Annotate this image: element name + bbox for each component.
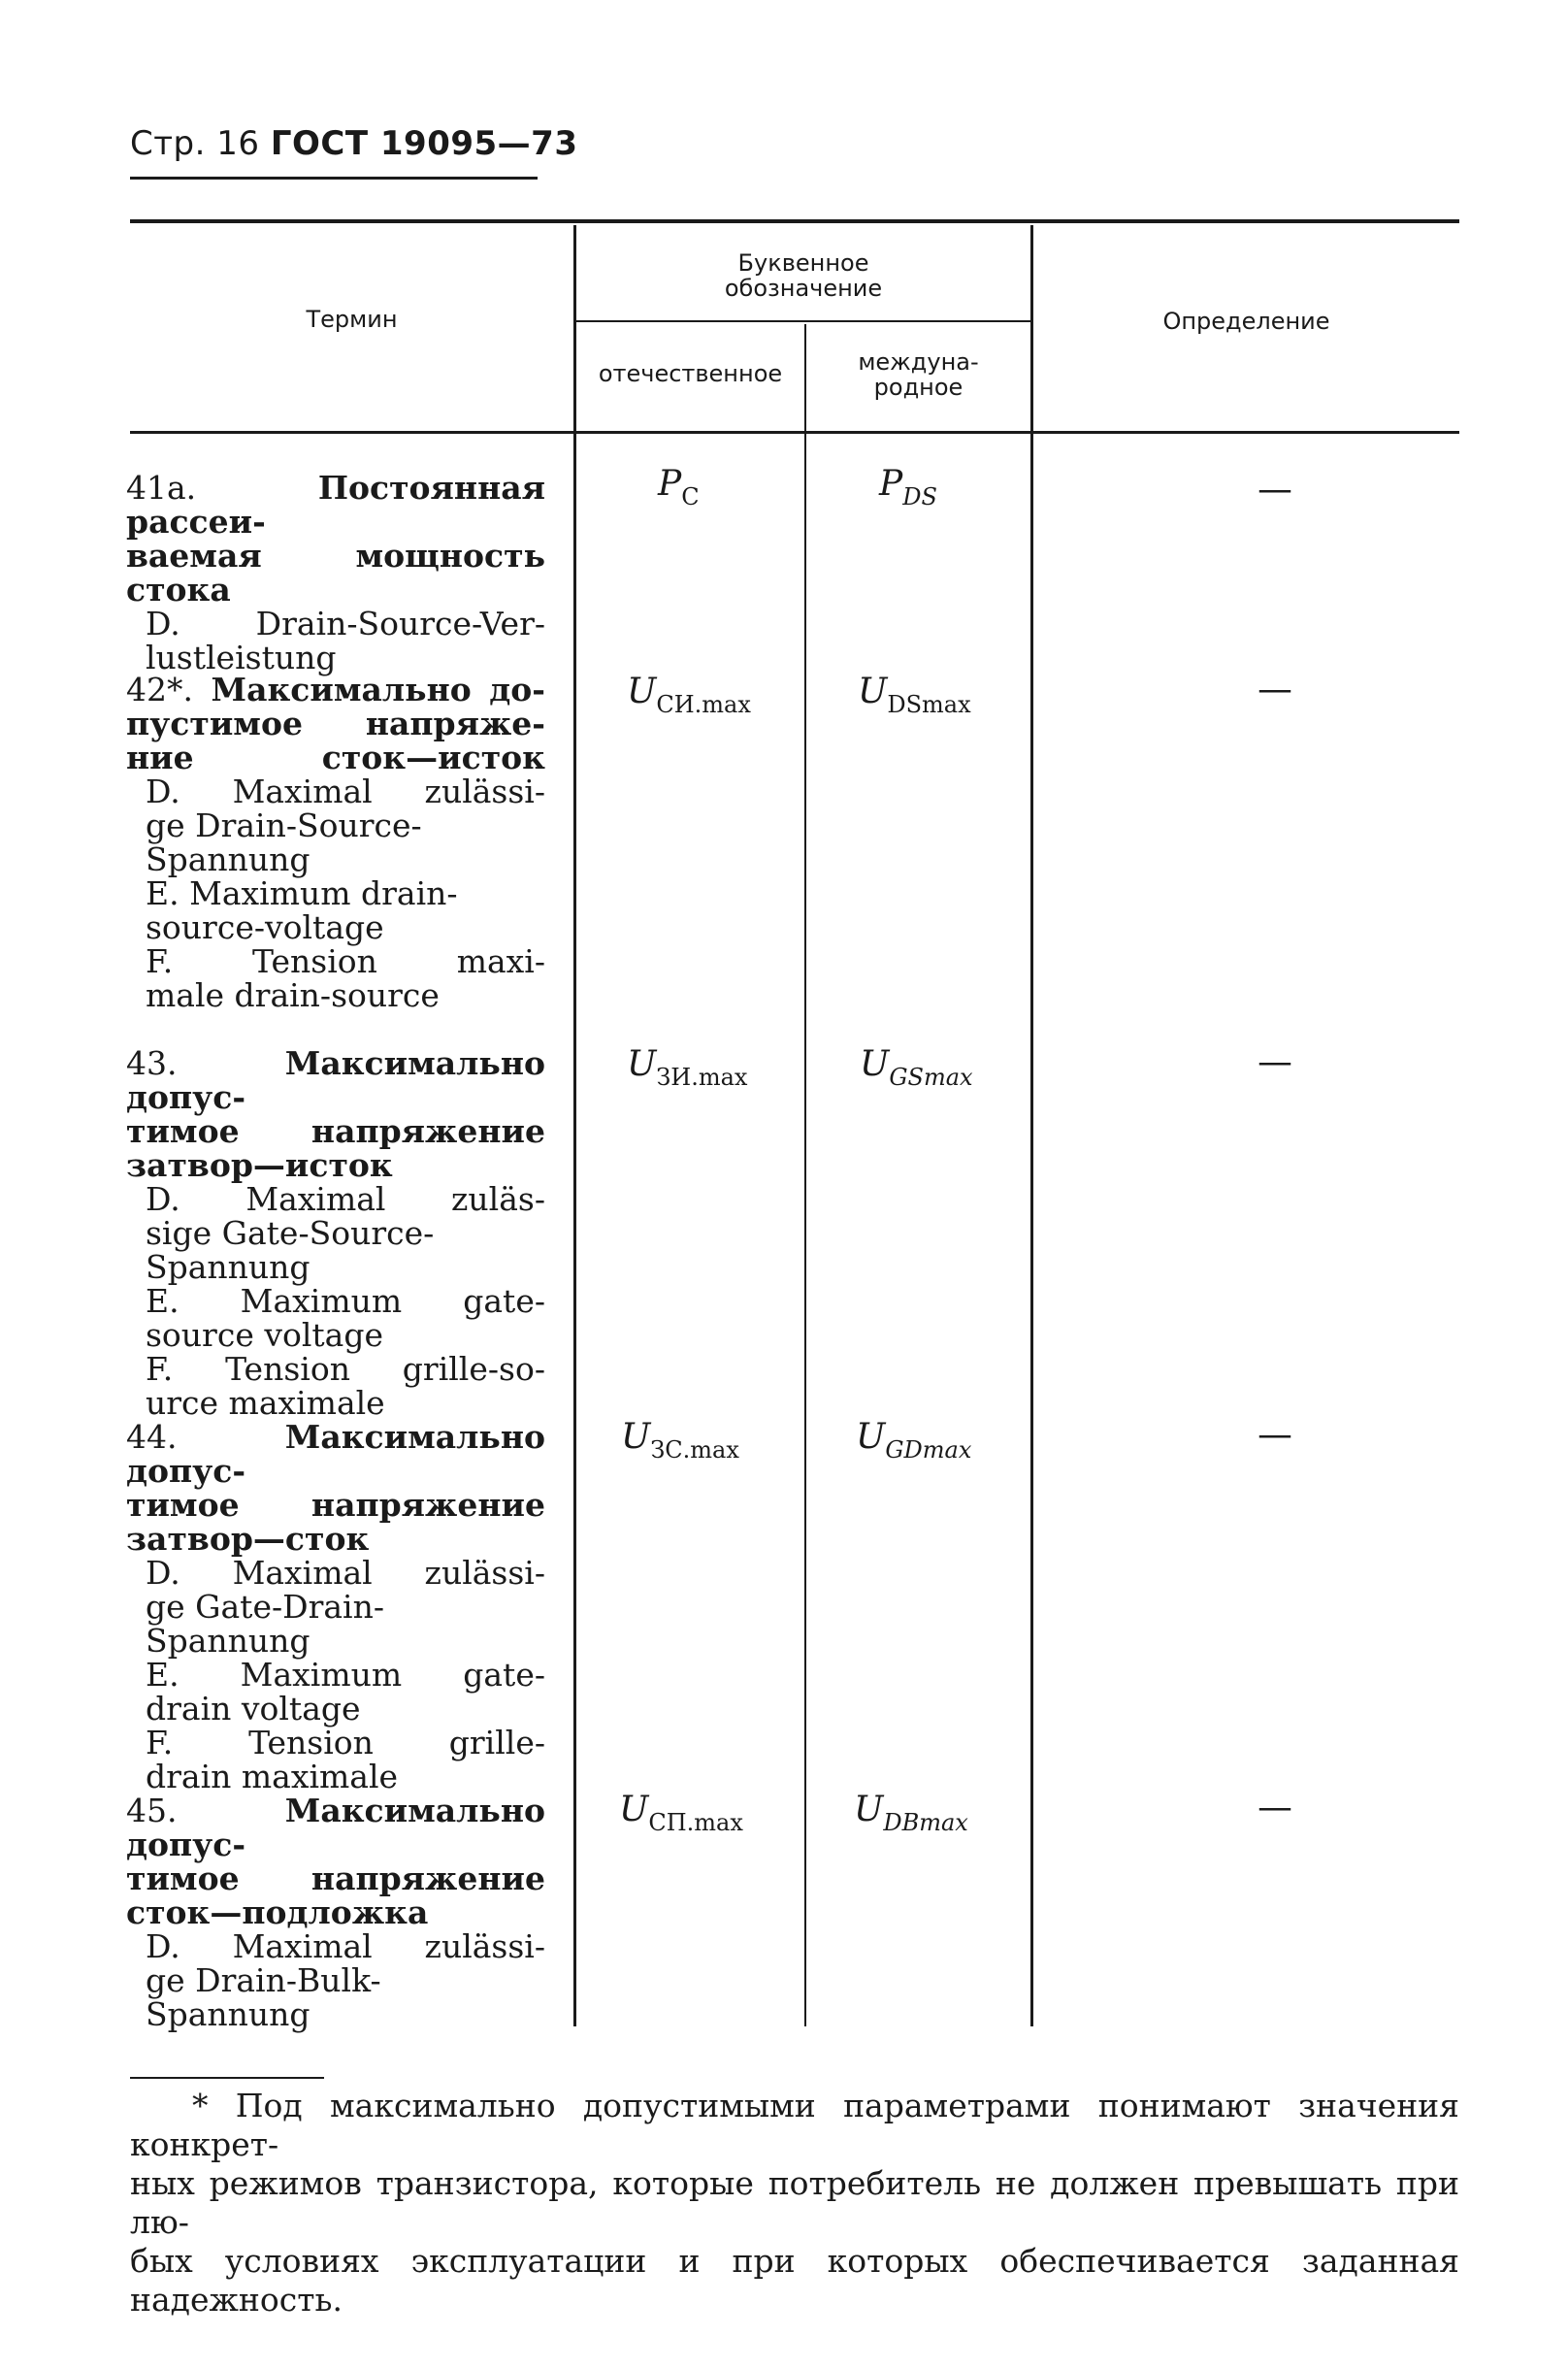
header-definition: Определение bbox=[1162, 308, 1330, 335]
running-header bbox=[130, 124, 577, 182]
column-divider-international bbox=[1030, 225, 1033, 2026]
header-letter-designation bbox=[576, 250, 1030, 301]
term-foreign-fr bbox=[126, 1352, 545, 1420]
term-line: F. Tension grille-so- bbox=[146, 1350, 545, 1388]
header-international bbox=[806, 349, 1030, 400]
term-line: тимое напряжение bbox=[126, 1859, 545, 1897]
term-foreign-fr bbox=[126, 944, 545, 1012]
term-russian bbox=[126, 471, 545, 607]
term-line: стока bbox=[126, 571, 231, 609]
symbol-domestic: $U_{ЗС.max}$ bbox=[621, 1417, 739, 1464]
term-line: E. Maximum drain- bbox=[146, 874, 458, 912]
definition-dash: — bbox=[1258, 1042, 1292, 1082]
term-russian bbox=[126, 673, 545, 774]
symbol-domestic: $P_С$ bbox=[658, 464, 700, 510]
definition-dash: — bbox=[1258, 470, 1292, 510]
letter-designation-rule bbox=[576, 320, 1030, 322]
term-line: E. Maximum gate- bbox=[146, 1656, 545, 1694]
column-divider-term bbox=[573, 225, 576, 2026]
term-line: ge Drain-Source- bbox=[146, 806, 422, 844]
symbol-domestic: $U_{СП.max}$ bbox=[619, 1790, 743, 1836]
symbol-international: $P_{DS}$ bbox=[879, 464, 937, 510]
term-foreign-de bbox=[126, 774, 545, 876]
symbol-international: $U_{GSmax}$ bbox=[860, 1044, 973, 1091]
term-number: 43. bbox=[126, 1044, 178, 1082]
term-line: ge Drain-Bulk- bbox=[146, 1961, 381, 1999]
term-line: male drain-source bbox=[146, 976, 440, 1014]
term-russian bbox=[126, 1420, 545, 1556]
term-line: source-voltage bbox=[146, 908, 384, 946]
term-russian bbox=[126, 1046, 545, 1182]
symbol-domestic: $U_{ЗИ.max}$ bbox=[627, 1044, 748, 1091]
term-line: sige Gate-Source- bbox=[146, 1214, 435, 1252]
term-line: drain voltage bbox=[146, 1690, 361, 1727]
term-line: D. Drain-Source-Ver- bbox=[146, 605, 545, 642]
symbol-international: $U_{DBmax}$ bbox=[854, 1790, 968, 1836]
definition-dash: — bbox=[1258, 1788, 1292, 1827]
table-top-rule bbox=[130, 219, 1459, 223]
table-row-term bbox=[126, 471, 545, 675]
term-foreign-de bbox=[126, 1182, 545, 1284]
symbol-domestic: $U_{СИ.max}$ bbox=[627, 672, 751, 718]
definition-dash: — bbox=[1258, 1415, 1292, 1455]
table-row-term bbox=[126, 1046, 545, 1420]
definition-dash: — bbox=[1258, 670, 1292, 709]
term-foreign-fr bbox=[126, 1726, 545, 1793]
term-line: сток—подложка bbox=[126, 1893, 429, 1931]
table-row-term bbox=[126, 673, 545, 1012]
term-line: пустимое напряже- bbox=[126, 705, 545, 742]
column-divider-domestic bbox=[804, 324, 806, 2026]
term-line: ние сток—исток bbox=[126, 739, 545, 776]
term-line: Spannung bbox=[146, 1248, 310, 1286]
header-letter-line: Буквенное bbox=[737, 249, 869, 277]
term-line: ваемая мощность bbox=[126, 537, 545, 575]
footnote-line: бых условиях эксплуатации и при которых обеспечивается заданная надежность. bbox=[130, 2242, 1459, 2319]
symbol-international: $U_{DSmax}$ bbox=[858, 672, 971, 718]
gost-code: ГОСТ 19095—73 bbox=[270, 124, 578, 163]
term-line: drain maximale bbox=[146, 1758, 399, 1795]
term-line: Максимально до- bbox=[211, 671, 545, 708]
term-line: ge Gate-Drain- bbox=[146, 1588, 384, 1626]
term-line: lustleistung bbox=[146, 639, 337, 676]
symbol-international: $U_{GDmax}$ bbox=[856, 1417, 972, 1464]
term-number: 41а. bbox=[126, 469, 197, 507]
term-foreign-en bbox=[126, 876, 545, 944]
term-line: Постоянная рассеи- bbox=[126, 469, 545, 541]
term-line: D. Maximal zulässi- bbox=[146, 1554, 545, 1592]
term-number: 45. bbox=[126, 1792, 178, 1829]
header-international-line: междуна- bbox=[858, 348, 979, 376]
term-line: D. Maximal zulässi- bbox=[146, 773, 545, 810]
table-header-bottom-rule bbox=[130, 431, 1459, 434]
term-number: 44. bbox=[126, 1418, 178, 1456]
header-domestic: отечественное bbox=[598, 360, 783, 387]
page-number: Стр. 16 bbox=[130, 124, 260, 163]
term-line: Максимально допус- bbox=[126, 1418, 545, 1490]
term-line: Spannung bbox=[146, 840, 310, 878]
term-line: F. Tension grille- bbox=[146, 1724, 545, 1761]
term-foreign-de bbox=[126, 607, 545, 675]
term-line: F. Tension maxi- bbox=[146, 942, 545, 980]
footnote-line: * Под максимально допустимыми параметрами понимают значения конкрет- bbox=[130, 2087, 1459, 2163]
term-line: затвор—исток bbox=[126, 1146, 393, 1184]
term-foreign-de bbox=[126, 1556, 545, 1658]
term-line: Spannung bbox=[146, 1995, 310, 2033]
header-rule bbox=[130, 177, 538, 180]
term-line: source voltage bbox=[146, 1316, 383, 1354]
term-line: D. Maximal zuläs- bbox=[146, 1180, 545, 1218]
term-line: тимое напряжение bbox=[126, 1112, 545, 1150]
table-row-term bbox=[126, 1793, 545, 2031]
table-row-term bbox=[126, 1420, 545, 1793]
term-russian bbox=[126, 1793, 545, 1929]
term-line: E. Maximum gate- bbox=[146, 1282, 545, 1320]
term-foreign-en bbox=[126, 1284, 545, 1352]
term-line: Максимально допус- bbox=[126, 1044, 545, 1116]
term-foreign-en bbox=[126, 1658, 545, 1726]
term-line: urce maximale bbox=[146, 1384, 385, 1422]
term-line: D. Maximal zulässi- bbox=[146, 1927, 545, 1965]
footnote-rule bbox=[130, 2077, 324, 2079]
term-line: Spannung bbox=[146, 1622, 310, 1660]
term-line: затвор—сток bbox=[126, 1520, 370, 1558]
term-line: тимое напряжение bbox=[126, 1486, 545, 1524]
term-line: Максимально допус- bbox=[126, 1792, 545, 1863]
footnote bbox=[130, 2087, 1459, 2320]
term-number: 42*. bbox=[126, 671, 193, 708]
footnote-line: ных режимов транзистора, которые потребитель не должен превышать при лю- bbox=[130, 2164, 1459, 2241]
header-letter-line: обозначение bbox=[724, 275, 883, 302]
header-term: Термин bbox=[306, 306, 398, 333]
header-international-line: родное bbox=[873, 374, 964, 401]
term-foreign-de bbox=[126, 1929, 545, 2031]
